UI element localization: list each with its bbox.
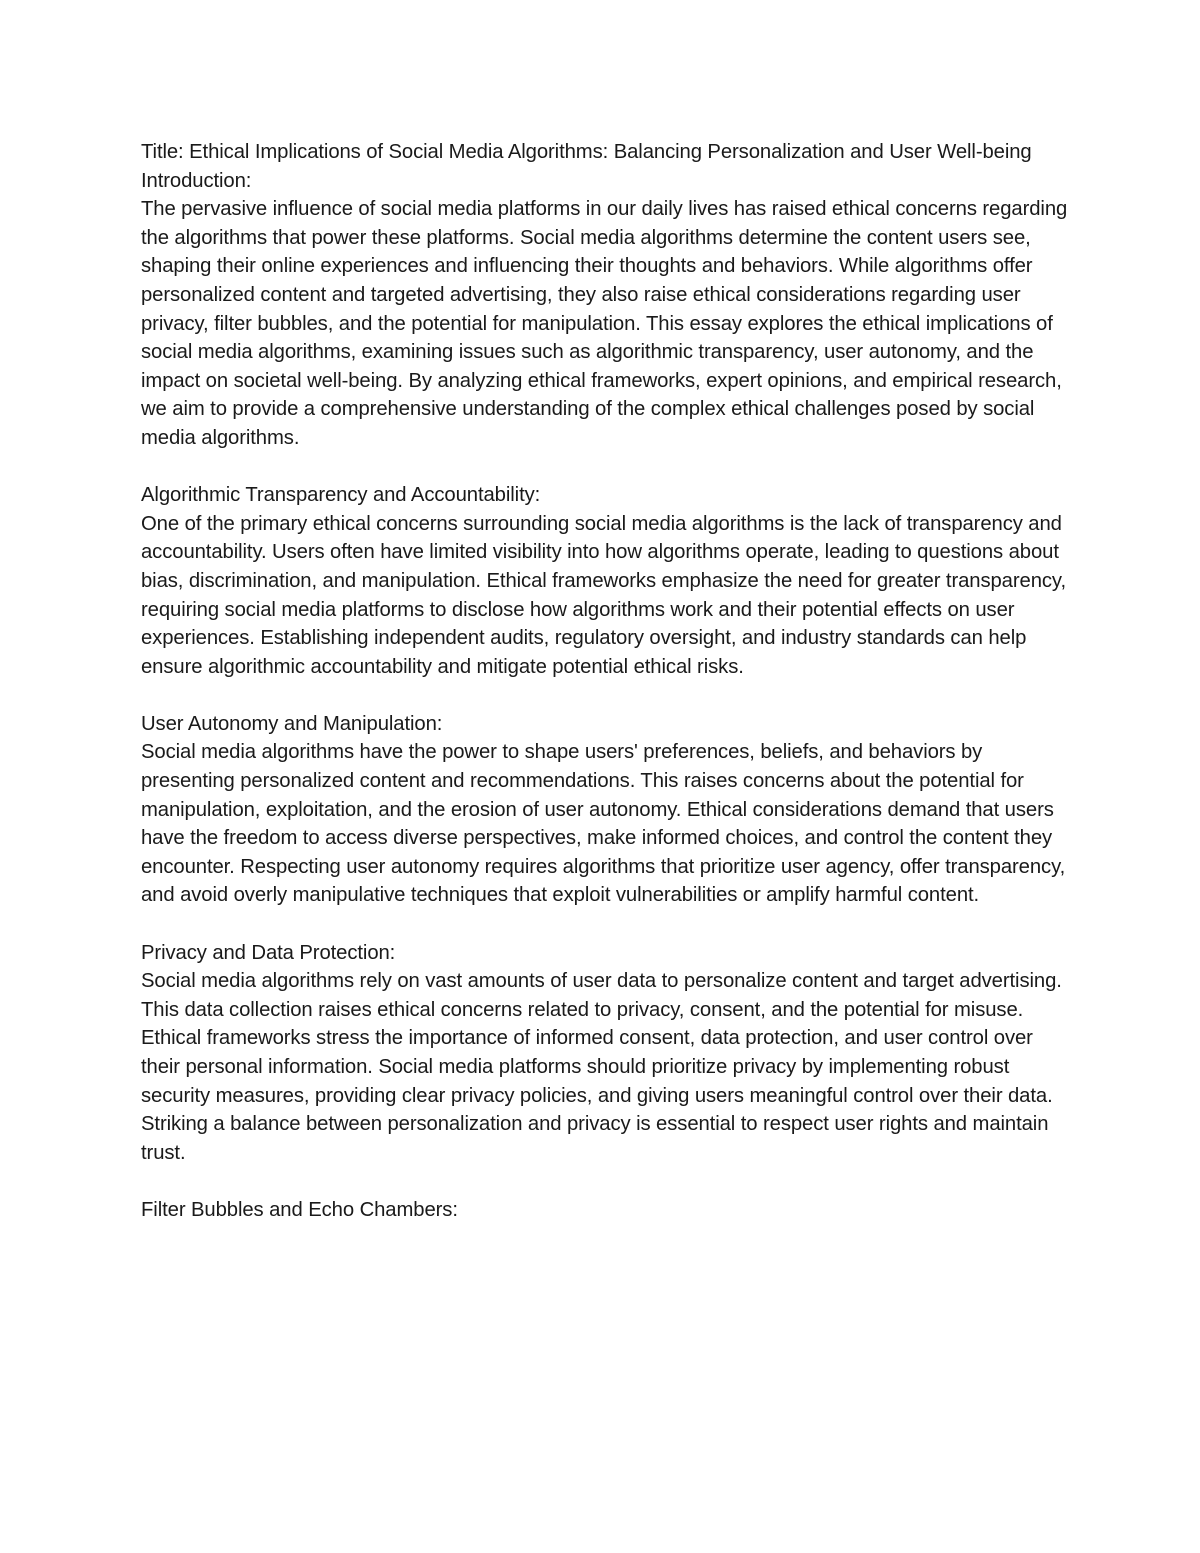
section-heading: User Autonomy and Manipulation: [141, 712, 443, 735]
section-heading: Algorithmic Transparency and Accountability: [141, 484, 541, 507]
document-title: Title: Ethical Implications of Social Media Algorithms: Balancing Personalization and User Well-being [141, 141, 1032, 163]
section-paragraph: One of the primary ethical concerns surrounding social media algorithms is the lack of transparency and accountability. Users often have limited visibility into how algorithms operate, leading to questions about bias, discrimination, and manipulation. Ethical frameworks emphasize the need for greater transparency, requiring social media platforms to disclose how algorithms work and their potential effects on user experiences. Establishing independent audits, regulatory oversight, and industry standards can help ensure algorithmic accountability and mitigate potential ethical risks. [141, 512, 1066, 678]
section-user-autonomy [141, 710, 1071, 910]
section-paragraph: Social media algorithms rely on vast amounts of user data to personalize content and target advertising. This data collection raises ethical concerns related to privacy, consent, and the potential for misuse. Ethical frameworks stress the importance of informed consent, data protection, and user control over their personal information. Social media platforms should prioritize privacy by implementing robust security measures, providing clear privacy policies, and giving users meaningful control over their data. Striking a balance between personalization and privacy is essential to respect user rights and maintain trust. [141, 970, 1062, 1164]
section-heading: Filter Bubbles and Echo Chambers: [141, 1198, 458, 1221]
document-body [141, 138, 1071, 1253]
section-algorithmic-transparency [141, 481, 1071, 681]
section-privacy [141, 939, 1071, 1168]
section-filter-bubbles [141, 1196, 1071, 1225]
section-introduction [141, 167, 1071, 453]
section-heading: Privacy and Data Protection: [141, 941, 396, 964]
section-paragraph: Social media algorithms have the power to shape users' preferences, beliefs, and behaviors by presenting personalized content and recommendations. This raises concerns about the potential for manipulation, exploitation, and the erosion of user autonomy. Ethical considerations demand that users have the freedom to access diverse perspectives, make informed choices, and control the content they encounter. Respecting user autonomy requires algorithms that prioritize user agency, offer transparency, and avoid overly manipulative techniques that exploit vulnerabilities or amplify harmful content. [141, 741, 1066, 907]
section-heading: Introduction: [141, 169, 252, 192]
section-paragraph: The pervasive influence of social media platforms in our daily lives has raised ethical concerns regarding the algorithms that power these platforms. Social media algorithms determine the content users see, shaping their online experiences and influencing their thoughts and behaviors. While algorithms offer personalized content and targeted advertising, they also raise ethical considerations regarding user privacy, filter bubbles, and the potential for manipulation. This essay explores the ethical implications of social media algorithms, examining issues such as algorithmic transparency, user autonomy, and the impact on societal well-being. By analyzing ethical frameworks, expert opinions, and empirical research, we aim to provide a comprehensive understanding of the complex ethical challenges posed by social media algorithms. [141, 198, 1068, 449]
